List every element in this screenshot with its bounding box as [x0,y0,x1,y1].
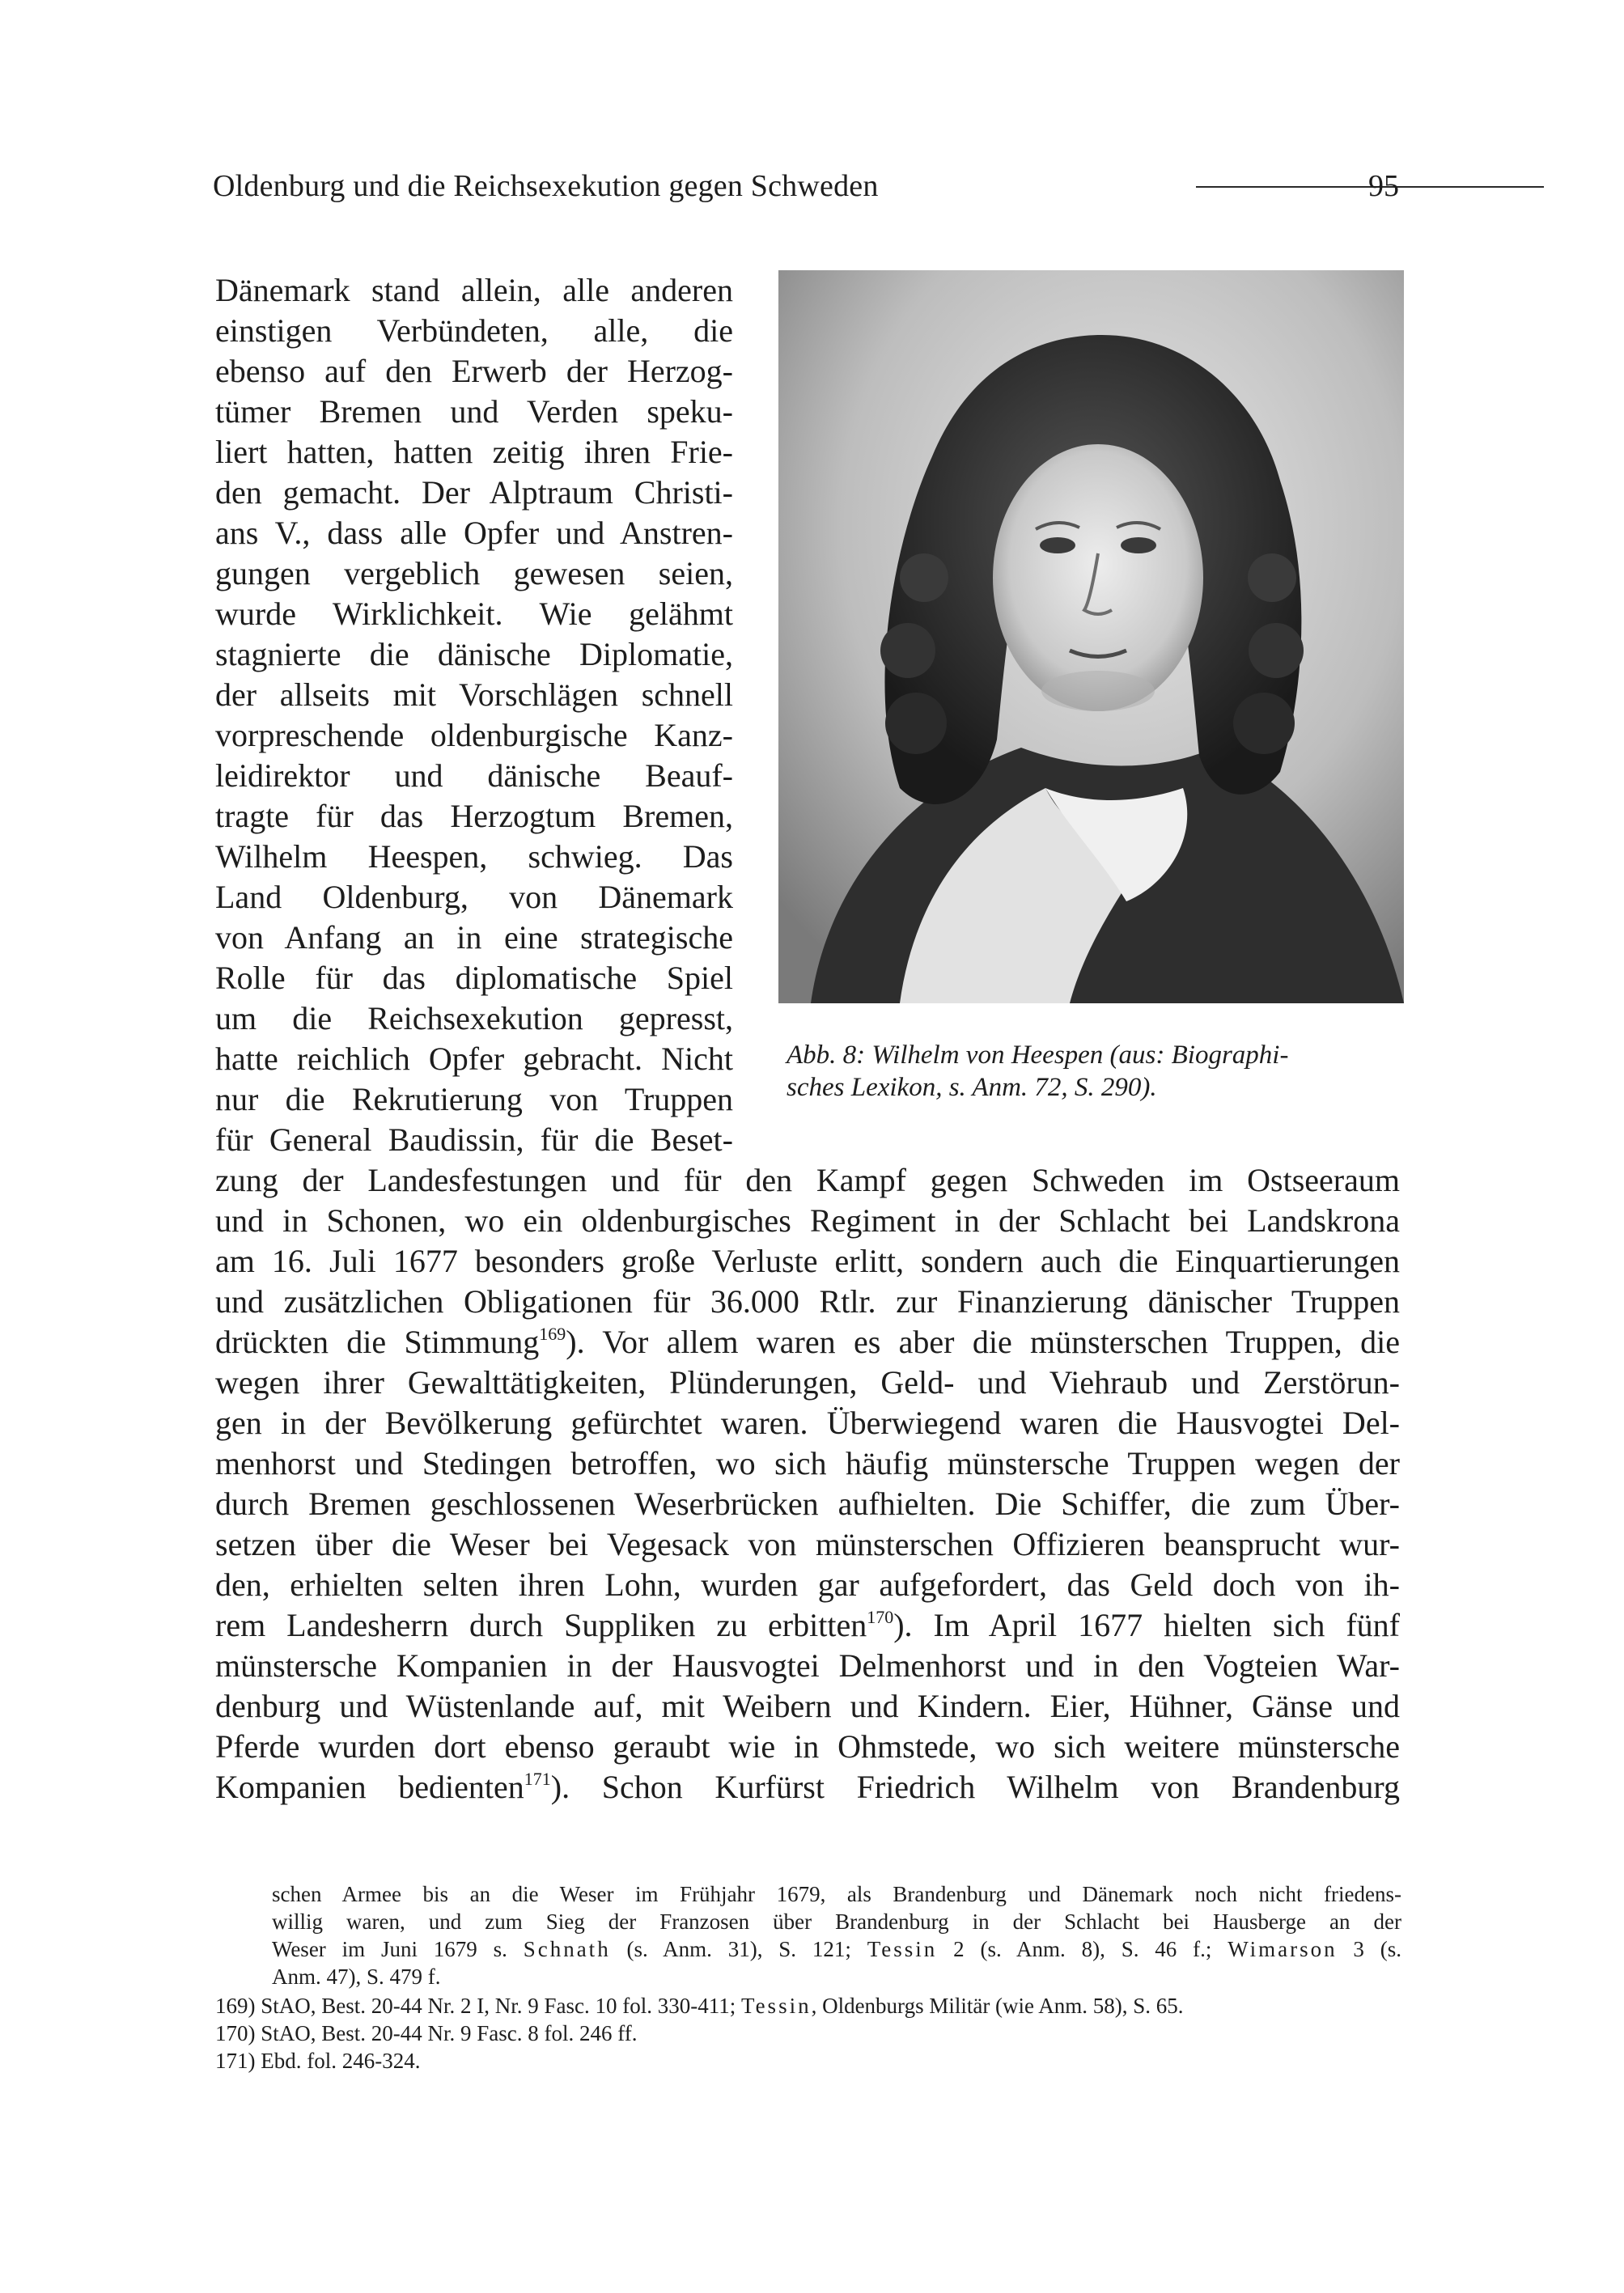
line-text: ). Im April 1677 hielten sich fünf [893,1607,1401,1643]
body-line: menhorst und Stedingen betroffen, wo sich häufig münstersche Truppen wegen der [215,1445,1400,1481]
body-line: vorpreschende oldenburgische Kanz- [215,717,733,753]
body-line: am 16. Juli 1677 besonders große Verluste erlitt, sondern auch die Einquartierungen [215,1243,1400,1279]
fn-text: 169) StAO, Best. 20-44 Nr. 2 I, Nr. 9 Fasc. 10 fol. 330-411; [215,1994,741,2018]
fn-author: Wimarson [1228,1937,1338,1961]
body-line: denburg und Wüstenlande auf, mit Weibern und Kindern. Eier, Hühner, Gänse und [215,1688,1400,1724]
footnote-170: 170) StAO, Best. 20-44 Nr. 9 Fasc. 8 fol. 246 ff. [215,2021,638,2045]
page-number: 95 [1368,169,1399,203]
fn-author: Schnath [523,1937,611,1961]
body-line: Land Oldenburg, von Dänemark [215,879,733,915]
body-line: Rolle für das diplomatische Spiel [215,960,733,996]
body-line: tümer Bremen und Verden speku- [215,393,733,430]
footnote-continuation-line: willig waren, und zum Sieg der Franzosen über Brandenburg in der Schlacht bei Hausberge an der [272,1909,1401,1934]
footnote-continuation-line: schen Armee bis an die Weser im Frühjahr 1679, als Brandenburg und Dänemark noch nicht friedens- [272,1882,1401,1906]
line-text: drückten die Stimmung [215,1324,540,1360]
body-line: von Anfang an in eine strategische [215,919,733,956]
figure-caption: Abb. 8: Wilhelm von Heespen (aus: Biographi- [787,1041,1289,1070]
fn-author: Tessin [740,1994,812,2018]
footnote-171: 171) Ebd. fol. 246-324. [215,2049,421,2073]
running-head [213,162,1399,210]
body-line: für General Baudissin, für die Beset- [215,1121,733,1158]
footnote-169 [215,1992,1401,2020]
body-line: um die Reichsexekution gepresst, [215,1000,733,1036]
body-line: ans V., dass alle Opfer und Anstren- [215,515,733,551]
body-line: wurde Wirklichkeit. Wie gelähmt [215,596,733,632]
body-line-with-footnote-ref [215,1605,1400,1646]
footnote-continuation-line: Anm. 47), S. 479 f. [272,1965,441,1989]
body-line: durch Bremen geschlossenen Weserbrücken aufhielten. Die Schiffer, die zum Über- [215,1486,1400,1522]
body-line: Dänemark stand allein, alle anderen [215,272,733,308]
line-text: ). Vor allem waren es aber die münsterschen Truppen, die [566,1324,1400,1360]
footnote-continuation-line [272,1935,1401,1963]
body-line: tragte für das Herzogtum Bremen, [215,798,733,834]
footnote-ref-171[interactable]: 171 [524,1768,551,1789]
fn-text: (s. Anm. 31), S. 121; [610,1937,867,1961]
line-text: ). Schon Kurfürst Friedrich Wilhelm von Brandenburg [550,1769,1400,1805]
body-line: Wilhelm Heespen, schwieg. Das [215,838,733,875]
fn-text: 3 (s. [1337,1937,1401,1961]
body-line: stagnierte die dänische Diplomatie, [215,636,733,672]
portrait-illustration [778,270,1404,1003]
fn-author: Tessin [867,1937,938,1961]
body-line: der allseits mit Vorschlägen schnell [215,676,733,713]
footnote-ref-169[interactable]: 169 [539,1323,566,1344]
body-line: nur die Rekrutierung von Truppen [215,1081,733,1117]
line-text: Kompanien bedienten [215,1769,524,1805]
body-line: gungen vergeblich gewesen seien, [215,555,733,591]
body-line: zung der Landesfestungen und für den Kampf gegen Schweden im Ostseeraum [215,1162,1400,1198]
body-line: einstigen Verbündeten, alle, die [215,312,733,349]
body-line: ebenso auf den Erwerb der Herzog- [215,353,733,389]
body-line: den gemacht. Der Alptraum Christi- [215,474,733,511]
body-line: und zusätzlichen Obligationen für 36.000 Rtlr. zur Finanzierung dänischer Truppen [215,1283,1400,1320]
figure-caption: sches Lexikon, s. Anm. 72, S. 290). [787,1073,1157,1102]
body-line: und in Schonen, wo ein oldenburgisches Regiment in der Schlacht bei Landskrona [215,1202,1400,1239]
body-line: setzen über die Weser bei Vegesack von münsterschen Offizieren beansprucht wur- [215,1526,1400,1562]
body-line: gen in der Bevölkerung gefürchtet waren. Überwiegend waren die Hausvogtei Del- [215,1405,1400,1441]
fn-text: Weser im Juni 1679 s. [272,1937,524,1961]
running-title: Oldenburg und die Reichsexekution gegen Schweden [213,169,879,203]
line-text: rem Landesherrn durch Suppliken zu erbitten [215,1607,867,1643]
body-line: wegen ihrer Gewalttätigkeiten, Plünderungen, Geld- und Viehraub und Zerstörun- [215,1364,1400,1401]
body-line-with-footnote-ref [215,1322,1400,1363]
body-line: hatte reichlich Opfer gebracht. Nicht [215,1041,733,1077]
fn-text: , Oldenburgs Militär (wie Anm. 58), S. 65. [811,1994,1184,2018]
portrait-image [778,270,1404,1003]
body-line-with-footnote-ref [215,1767,1400,1808]
body-line: liert hatten, hatten zeitig ihren Frie- [215,434,733,470]
body-line: den, erhielten selten ihren Lohn, wurden gar aufgefordert, das Geld doch von ih- [215,1566,1400,1603]
body-line: Pferde wurden dort ebenso geraubt wie in Ohmstede, wo sich weitere münstersche [215,1728,1400,1765]
body-line: münstersche Kompanien in der Hausvogtei Delmenhorst und in den Vogteien War- [215,1647,1400,1684]
footnote-ref-170[interactable]: 170 [867,1606,894,1627]
body-line: leidirektor und dänische Beauf- [215,757,733,794]
fn-text: 2 (s. Anm. 8), S. 46 f.; [937,1937,1228,1961]
